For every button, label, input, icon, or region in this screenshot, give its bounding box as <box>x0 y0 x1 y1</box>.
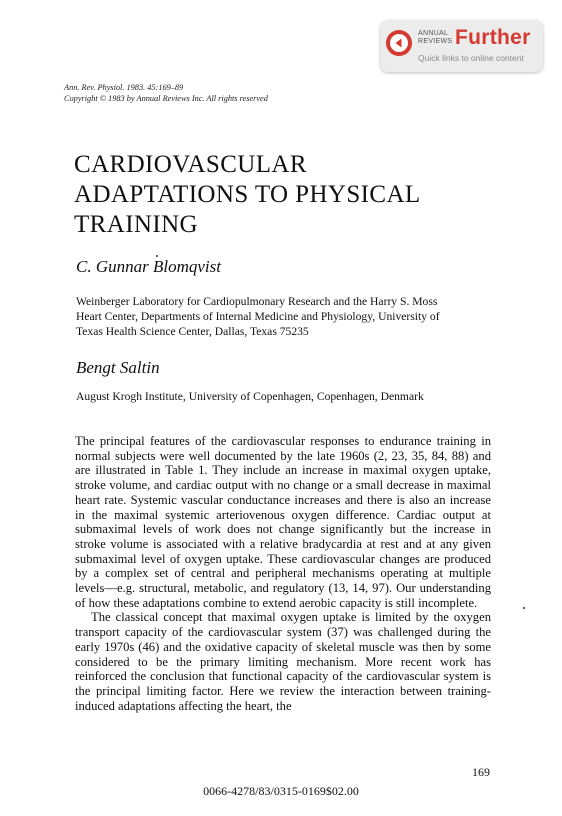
affiliation-1-line-2: Heart Center, Departments of Internal Medicine and Physiology, University of <box>76 310 440 323</box>
title-line-1: CARDIOVASCULAR <box>74 151 307 178</box>
affiliation-2-line-1: August Krogh Institute, University of Copenhagen, Copenhagen, Denmark <box>76 390 424 403</box>
body-paragraph-2: The classical concept that maximal oxygen uptake is limited by the oxygen transport capacity of the cardiovascular system (37) was challenged during the early 1970s (46) and the oxidative capacity of skeletal muscle was then by some considered to be the primary limiting mechanism. More recent work has reinforced the conclusion that functional capacity of the cardiovascular system is the principal limiting factor. Here we review the interaction between training-induced adaptations affecting the heart, the <box>75 610 491 713</box>
article-title <box>74 150 421 240</box>
further-badge[interactable] <box>380 20 543 72</box>
page-number: 169 <box>472 765 490 779</box>
badge-annual-text: ANNUAL <box>418 30 449 37</box>
affiliation-1-line-1: Weinberger Laboratory for Cardiopulmonary Research and the Harry S. Moss <box>76 295 438 308</box>
title-line-3: TRAINING <box>74 211 199 238</box>
footer-code: 0066-4278/83/0315-0169$02.00 <box>203 784 359 798</box>
author-affiliation-2 <box>76 389 506 404</box>
speck-mark <box>523 607 525 609</box>
article-body <box>75 434 491 713</box>
title-line-2: ADAPTATIONS TO PHYSICAL <box>74 181 421 208</box>
badge-reviews-text: REVIEWS <box>418 37 453 45</box>
badge-subtitle: Quick links to online content <box>418 53 524 63</box>
badge-further-label: Further <box>455 26 531 49</box>
author-affiliation-1 <box>76 294 506 339</box>
body-paragraph-1: The principal features of the cardiovascular responses to endurance training in normal subjects were well documented by the late 1960s (2, 23, 35, 84, 88) and are illustrated in Table 1. They include an increase in maximal oxygen uptake, stroke volume, and cardiac output with no change or a small decrease in maximal heart rate. Systemic vascular conductance increases and there is also an increase in the maximal systemic arteriovenous oxygen difference. Cardiac output at submaximal levels of work does not change significantly but the increase in stroke volume is associated with a relative bradycardia at rest and at any given submaximal level of oxygen uptake. These cardiovascular changes are produced by a complex set of central and peripheral mechanisms operating at multiple levels—e.g. structural, metabolic, and regulatory (13, 14, 97). Our understanding of how these adaptations combine to extend aerobic capacity is still incomplete. <box>75 434 491 610</box>
journal-citation <box>64 82 268 104</box>
author-name-2: Bengt Saltin <box>76 358 160 377</box>
affiliation-1-line-3: Texas Health Science Center, Dallas, Texas 75235 <box>76 325 309 338</box>
citation-line-2: Copyright © 1983 by Annual Reviews Inc. All rights reserved <box>64 94 268 103</box>
citation-line-1: Ann. Rev. Physiol. 1983. 45:169–89 <box>64 83 184 92</box>
speck-mark <box>156 255 158 257</box>
badge-annual-reviews-label <box>418 30 452 45</box>
arrow-left-circle-icon <box>386 30 412 56</box>
author-name-1: C. Gunnar Blomqvist <box>76 257 221 276</box>
